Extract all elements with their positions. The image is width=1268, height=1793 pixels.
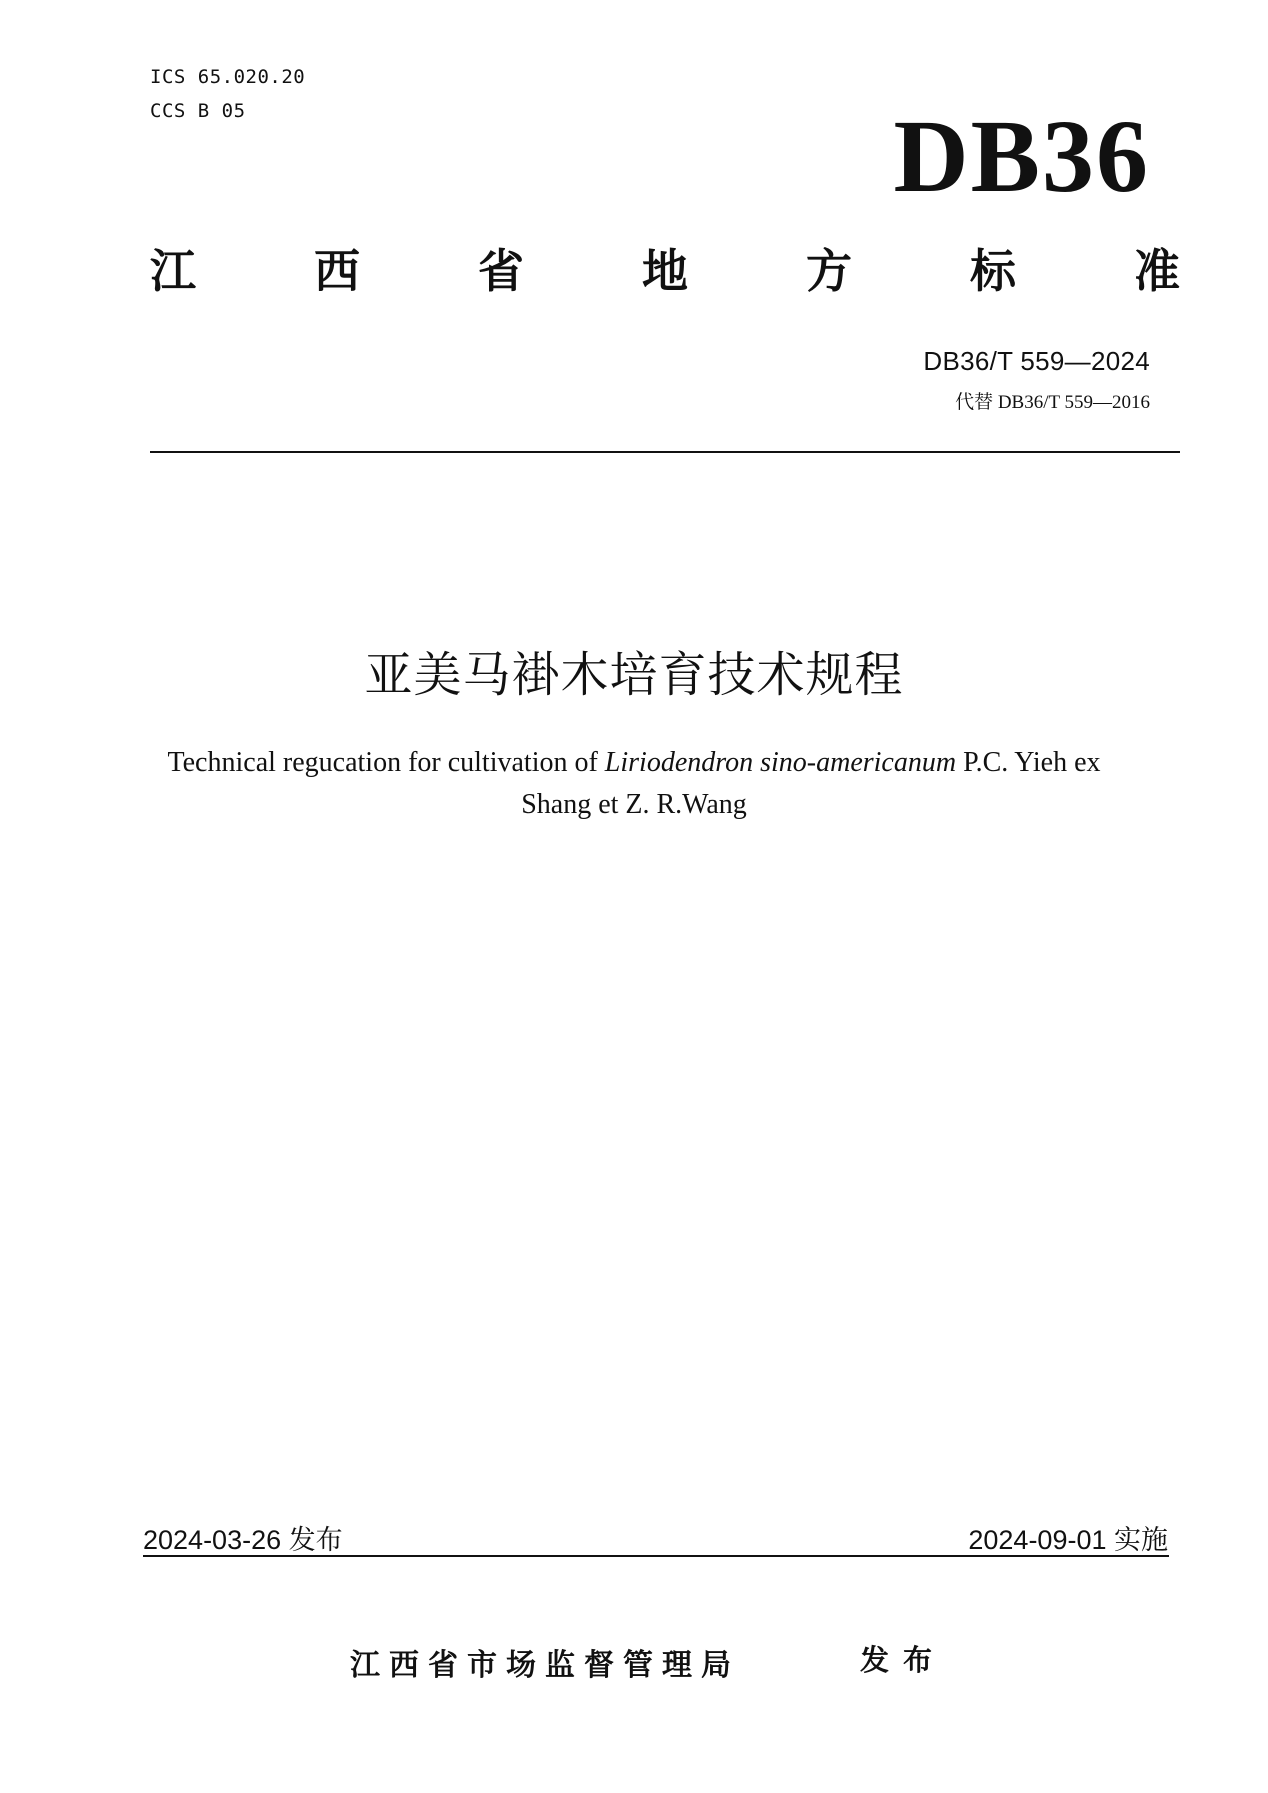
standard-type-char: 标 [970, 244, 1016, 298]
standard-type-char: 方 [806, 244, 852, 298]
ics-code: ICS 65.020.20 [150, 66, 306, 88]
title-english-line2: Shang et Z. R.Wang [521, 789, 747, 820]
replaces-standard: 代替 DB36/T 559—2016 [955, 392, 1150, 413]
document-title-english [130, 742, 1138, 826]
standard-type-heading [150, 244, 1180, 298]
issue-label: 发布 [860, 1643, 947, 1677]
standard-type-char: 准 [1134, 244, 1180, 298]
document-title-chinese: 亚美马褂木培育技术规程 [364, 647, 904, 703]
issue-date: 2024-03-26 发布 [143, 1525, 343, 1555]
footer-divider [143, 1555, 1169, 1557]
effective-date: 2024-09-01 实施 [968, 1525, 1168, 1555]
standard-type-char: 省 [478, 244, 524, 298]
ccs-code: CCS B 05 [150, 100, 246, 122]
standard-type-char: 地 [642, 244, 688, 298]
standard-type-char: 西 [314, 244, 360, 298]
standard-mark-db36: DB36 [893, 99, 1150, 214]
issuing-authority: 江西省市场监督管理局 [350, 1648, 740, 1683]
title-english-species-italic: Liriodendron sino-americanum [604, 747, 957, 778]
header-divider [150, 451, 1180, 453]
title-english-part: P.C. Yieh ex [956, 747, 1101, 778]
title-english-part: Technical regucation for cultivation of [167, 747, 605, 778]
standard-number: DB36/T 559—2024 [923, 346, 1150, 376]
standard-type-char: 江 [150, 244, 196, 298]
